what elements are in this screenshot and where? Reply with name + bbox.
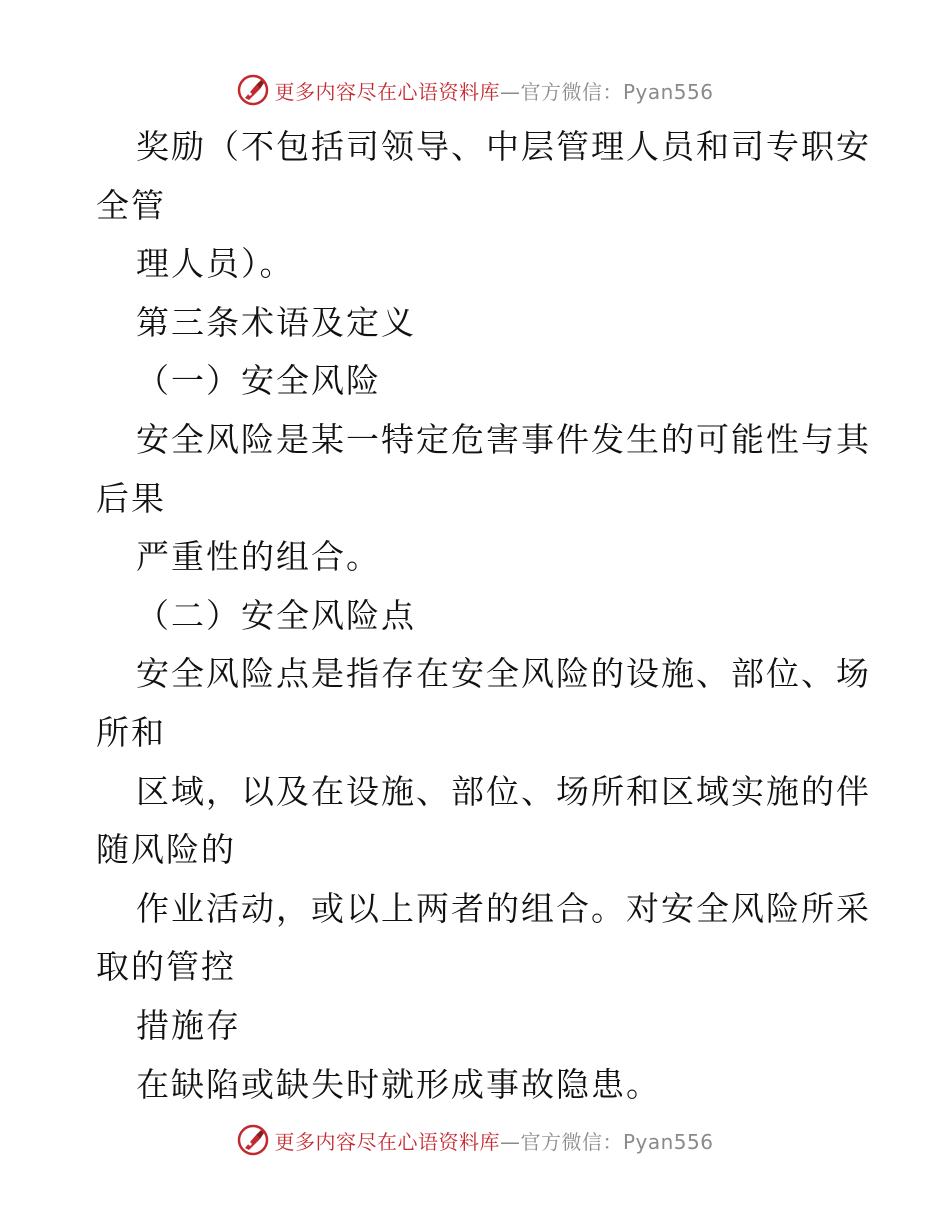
pen-nib-icon <box>236 1123 270 1157</box>
subsection-heading: （一）安全风险 <box>136 361 381 401</box>
header-banner <box>0 70 950 110</box>
banner-brand: 更多内容尽在心语资料库 <box>274 79 500 104</box>
paragraph-line: 全管 <box>96 185 166 225</box>
section-heading: 第三条术语及定义 <box>136 302 416 342</box>
document-body <box>96 118 871 1114</box>
banner-contact: 官方微信：Pyan556 <box>520 79 714 104</box>
paragraph-line: 随风险的 <box>96 830 236 870</box>
banner-text <box>274 1126 713 1155</box>
paragraph-line: 安全风险是某一特定危害事件发生的可能性与其 <box>136 419 871 459</box>
paragraph-line: 理人员）。 <box>136 244 295 284</box>
paragraph-line: 后果 <box>96 478 166 518</box>
subsection-heading: （二）安全风险点 <box>136 595 416 635</box>
paragraph-line: 所和 <box>96 712 166 752</box>
banner-separator: — <box>499 1129 521 1154</box>
banner-brand: 更多内容尽在心语资料库 <box>274 1129 500 1154</box>
paragraph-line: 安全风险点是指存在安全风险的设施、部位、场 <box>136 654 871 694</box>
paragraph-line: 作业活动，或以上两者的组合。对安全风险所采 <box>136 888 871 928</box>
paragraph-line: 区域，以及在设施、部位、场所和区域实施的伴 <box>136 771 871 811</box>
paragraph-line: 奖励（不包括司领导、中层管理人员和司专职安 <box>136 127 871 166</box>
banner-contact: 官方微信：Pyan556 <box>520 1129 714 1154</box>
paragraph-line: 严重性的组合。 <box>136 537 381 577</box>
pen-nib-icon <box>236 73 270 107</box>
banner-separator: — <box>499 79 521 104</box>
paragraph-line: 在缺陷或缺失时就形成事故隐患。 <box>136 1064 661 1104</box>
footer-banner <box>0 1120 950 1160</box>
paragraph-line: 措施存 <box>136 1005 241 1045</box>
banner-text <box>274 76 713 105</box>
paragraph-line: 取的管控 <box>96 947 236 987</box>
